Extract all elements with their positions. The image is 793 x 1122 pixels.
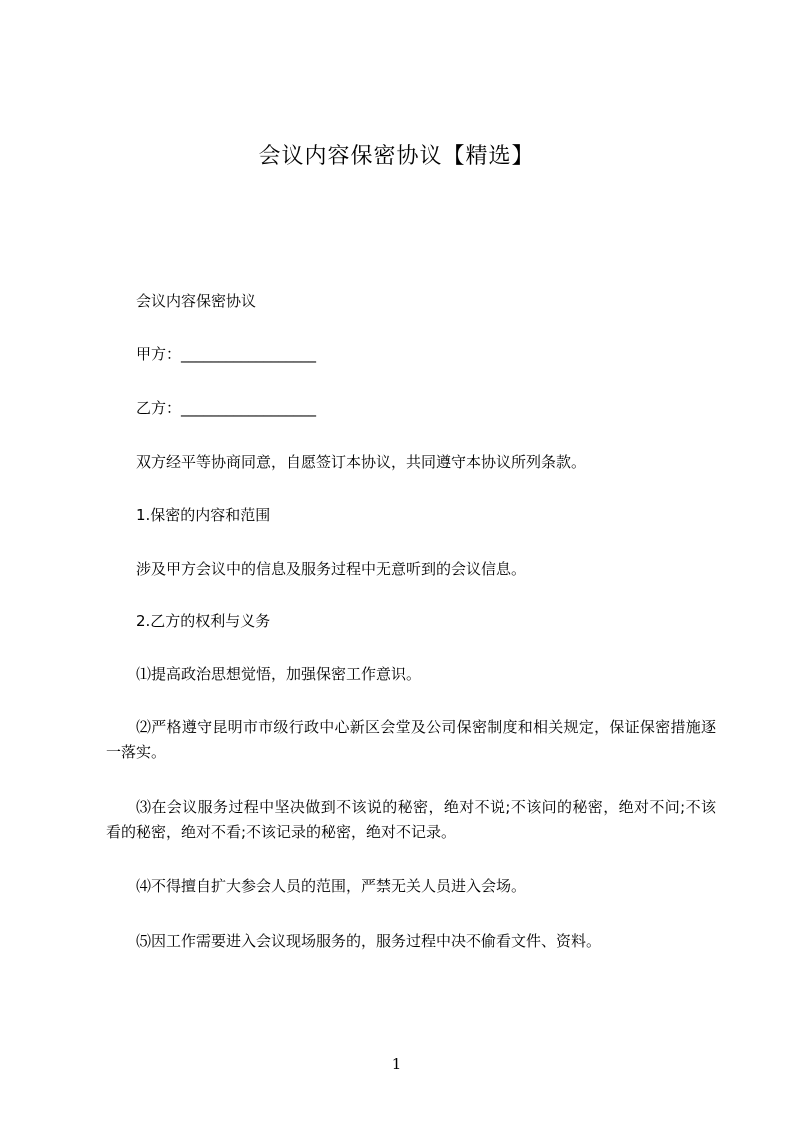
section-1-body: 涉及甲方会议中的信息及服务过程中无意听到的会议信息。 — [136, 560, 527, 578]
document-title: 会议内容保密协议【精选】 — [258, 144, 535, 169]
obligation-item-1: ⑴提高政治思想觉悟，加强保密工作意识。 — [136, 665, 422, 683]
obligation-item-2: ⑵严格遵守昆明市市级行政中心新区会堂及公司保密制度和相关规定，保证保密措施逐一落实。 — [106, 718, 716, 761]
party-a-line: 甲方：__________________ — [136, 345, 317, 363]
party-b-line: 乙方：__________________ — [136, 399, 317, 417]
intro-paragraph: 双方经平等协商同意，自愿签订本协议，共同遵守本协议所列条款。 — [136, 453, 587, 471]
section-2-heading: 2.乙方的权利与义务 — [136, 612, 271, 630]
section-1-heading: 1.保密的内容和范围 — [136, 506, 271, 524]
agreement-subtitle: 会议内容保密协议 — [136, 292, 257, 310]
obligation-item-4: ⑷不得擅自扩大参会人员的范围，严禁无关人员进入会场。 — [136, 877, 527, 895]
obligation-item-5: ⑸因工作需要进入会议现场服务的，服务过程中决不偷看文件、资料。 — [136, 932, 602, 950]
obligation-item-3: ⑶在会议服务过程中坚决做到不该说的秘密，绝对不说;不该问的秘密，绝对不问;不该看的秘密，绝对不看;不该记录的秘密，绝对不记录。 — [106, 798, 716, 841]
page-number: 1 — [391, 1055, 402, 1073]
